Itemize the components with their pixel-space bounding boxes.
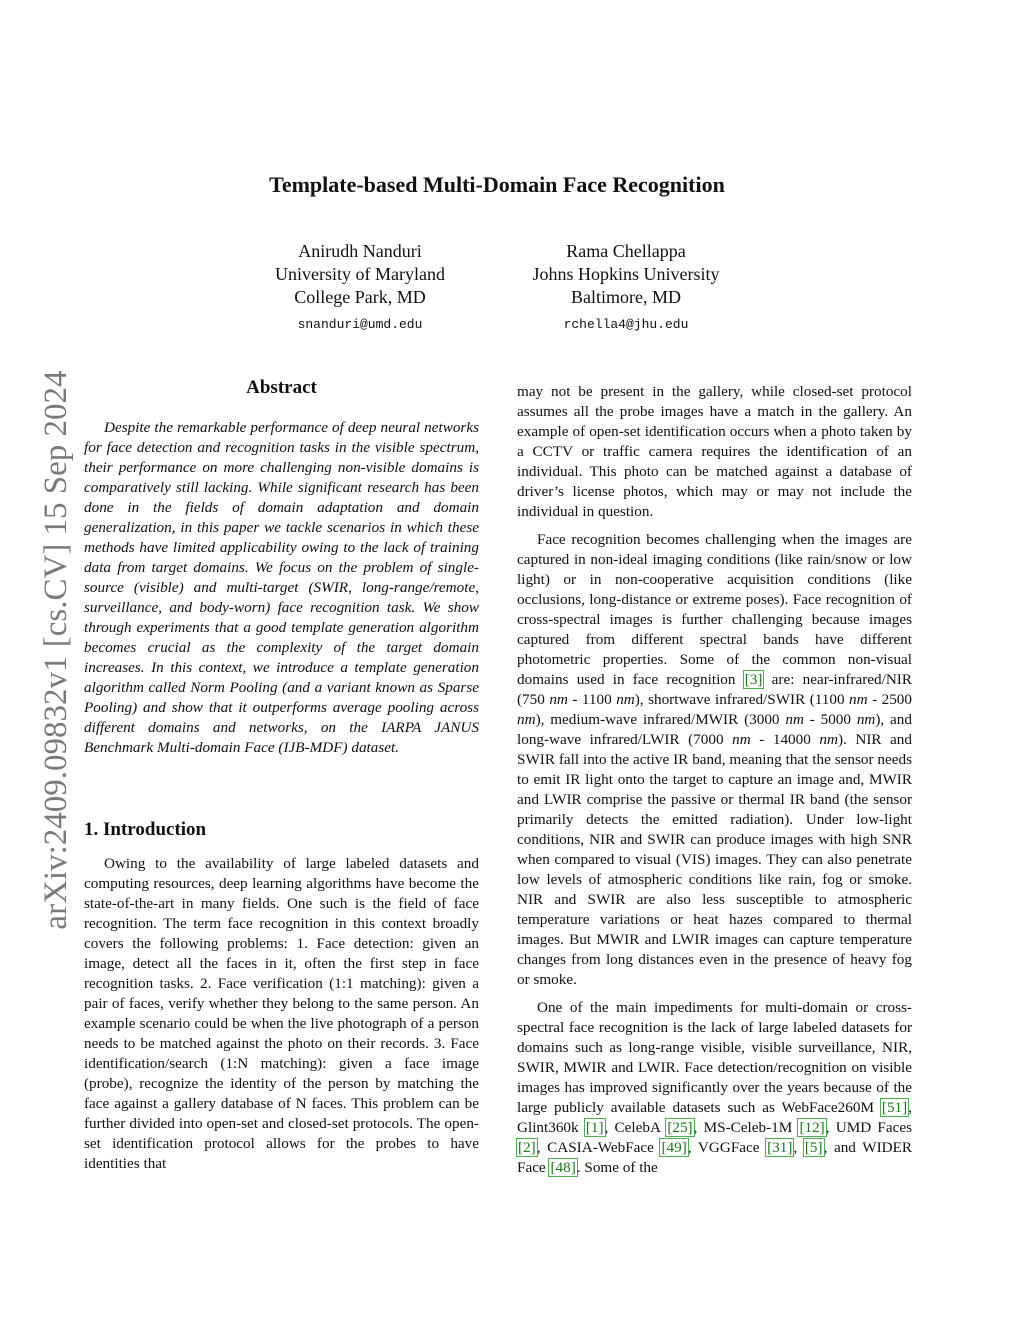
citation-link[interactable]: [31] — [767, 1139, 793, 1156]
paper-title: Template-based Multi-Domain Face Recognition — [269, 172, 725, 197]
author-block-1 — [230, 240, 490, 336]
citation-link[interactable]: [25] — [667, 1119, 693, 1136]
author-block-2 — [496, 240, 756, 336]
abstract-text: Despite the remarkable performance of deep neural networks for face detection and recognition tasks in the visible spectrum, their performance on more challenging non-visible domains is comparatively still lacking. While significant research has been done in the fields of domain adaptation and domain generalization, in this paper we tackle scenarios in which these methods have limited applicability owing to the lack of training data from target domains. We focus on the problem of single-source (visible) and multi-target (SWIR, long-range/remote, surveillance, and body-worn) face recognition task. We show through experiments that a good template generation algorithm becomes crucial as the complexity of the target domain increases. In this context, we introduce a template generation algorithm called Norm Pooling (and a variant known as Sparse Pooling) and show that it outperforms average pooling across different domains and networks, on the IARPA JANUS Benchmark Multi-domain Face (IJB-MDF) dataset. — [84, 419, 479, 756]
author-affiliation: Johns Hopkins University — [532, 264, 720, 284]
right-column — [517, 382, 912, 1186]
citation-link[interactable]: [51] — [881, 1099, 908, 1116]
author-location: Baltimore, MD — [571, 287, 681, 307]
author-email[interactable]: snanduri@umd.edu — [297, 317, 423, 332]
intro-paragraph-3: One of the main impediments for multi-domain or cross-spectral face recognition is the lack of large labeled datasets for domains such as long-range visible, visible surveillance, NIR, SWIR, MWIR and LWIR. Face detection/recognition on visible images has improved significantly over the years because of the large publicly available datasets such as WebFace260M [51], Glint360k [1], CelebA [25], MS-Celeb-1M [12], UMD Faces [2], CASIA-WebFace [49], VGGFace [31], [5], and WIDER Face [48]. Some of the — [517, 999, 912, 1176]
citation-link[interactable]: [3] — [744, 671, 763, 688]
introduction-heading: 1. Introduction — [84, 819, 207, 840]
citation-link[interactable]: [5] — [804, 1139, 823, 1156]
abstract-heading: Abstract — [246, 377, 317, 398]
citation-link[interactable]: [48] — [550, 1159, 576, 1176]
arxiv-identifier: arXiv:2409.09832v1 [cs.CV] 15 Sep 2024 — [38, 370, 74, 930]
citation-link[interactable]: [1] — [585, 1119, 604, 1136]
intro-paragraph-1-continued: may not be present in the gallery, while closed-set protocol assumes all the probe images have a match in the gallery. An example of open-set identification occurs when a photo taken by a CCTV or traffic camera requires the identification of an individual. This photo can be matched against a database of driver’s license photos, which may or may not include the individual in question. — [517, 383, 912, 520]
left-column — [84, 378, 479, 1182]
author-name: Anirudh Nanduri — [298, 241, 422, 261]
citation-link[interactable]: [49] — [661, 1139, 687, 1156]
intro-paragraph-1: Owing to the availability of large labeled datasets and computing resources, deep learning algorithms have become the state-of-the-art in many fields. One such is the field of face recognition. The term face recognition in this context broadly covers the following problems: 1. Face detection: given an image, detect all the faces in it, often the first step in face recognition tasks. 2. Face verification (1:1 matching): given a pair of faces, verify whether they belong to the same person. An example scenario could be when the live photograph of a person needs to be matched against the photo on their records. 3. Face identification/search (1:N matching): given a face image (probe), recognize the identity of the person by matching the face against a gallery database of N faces. This problem can be further divided into open-set and closed-set protocols. The open-set identification protocol allows for the probes to have identities that — [84, 855, 479, 1172]
author-name: Rama Chellappa — [566, 241, 686, 261]
intro-paragraph-2: Face recognition becomes challenging when the images are captured in non-ideal imaging conditions (like rain/snow or low light) or in non-cooperative acquisition conditions (like occlusions, long-distance or extreme poses). Face recognition of cross-spectral images is further challenging because images captured from different spectral bands have different photometric properties. Some of the common non-visual domains used in face recognition [3] are: near-infrared/NIR (750 nm - 1100 nm), shortwave infrared/SWIR (1100 nm - 2500 nm), medium-wave infrared/MWIR (3000 nm - 5000 nm), and long-wave infrared/LWIR (7000 nm - 14000 nm). NIR and SWIR fall into the active IR band, meaning that the sensor needs to emit IR light onto the target to capture an image and, MWIR and LWIR comprise the passive or thermal IR band (the sensor primarily detects the emitted radiation). Under low-light conditions, NIR and SWIR can produce images with high SNR when compared to visual (VIS) images. They can also penetrate low levels of atmospheric conditions like rain, fog or smoke. NIR and SWIR are also less susceptible to atmospheric temperature variations or heat hazes compared to thermal images. But MWIR and LWIR images can capture temperature changes from long distances even in the presence of heavy fog or smoke. — [517, 531, 912, 988]
author-location: College Park, MD — [294, 287, 426, 307]
author-email[interactable]: rchella4@jhu.edu — [563, 317, 689, 332]
citation-link[interactable]: [2] — [518, 1139, 536, 1156]
citation-link[interactable]: [12] — [799, 1119, 825, 1136]
author-affiliation: University of Maryland — [275, 264, 445, 284]
